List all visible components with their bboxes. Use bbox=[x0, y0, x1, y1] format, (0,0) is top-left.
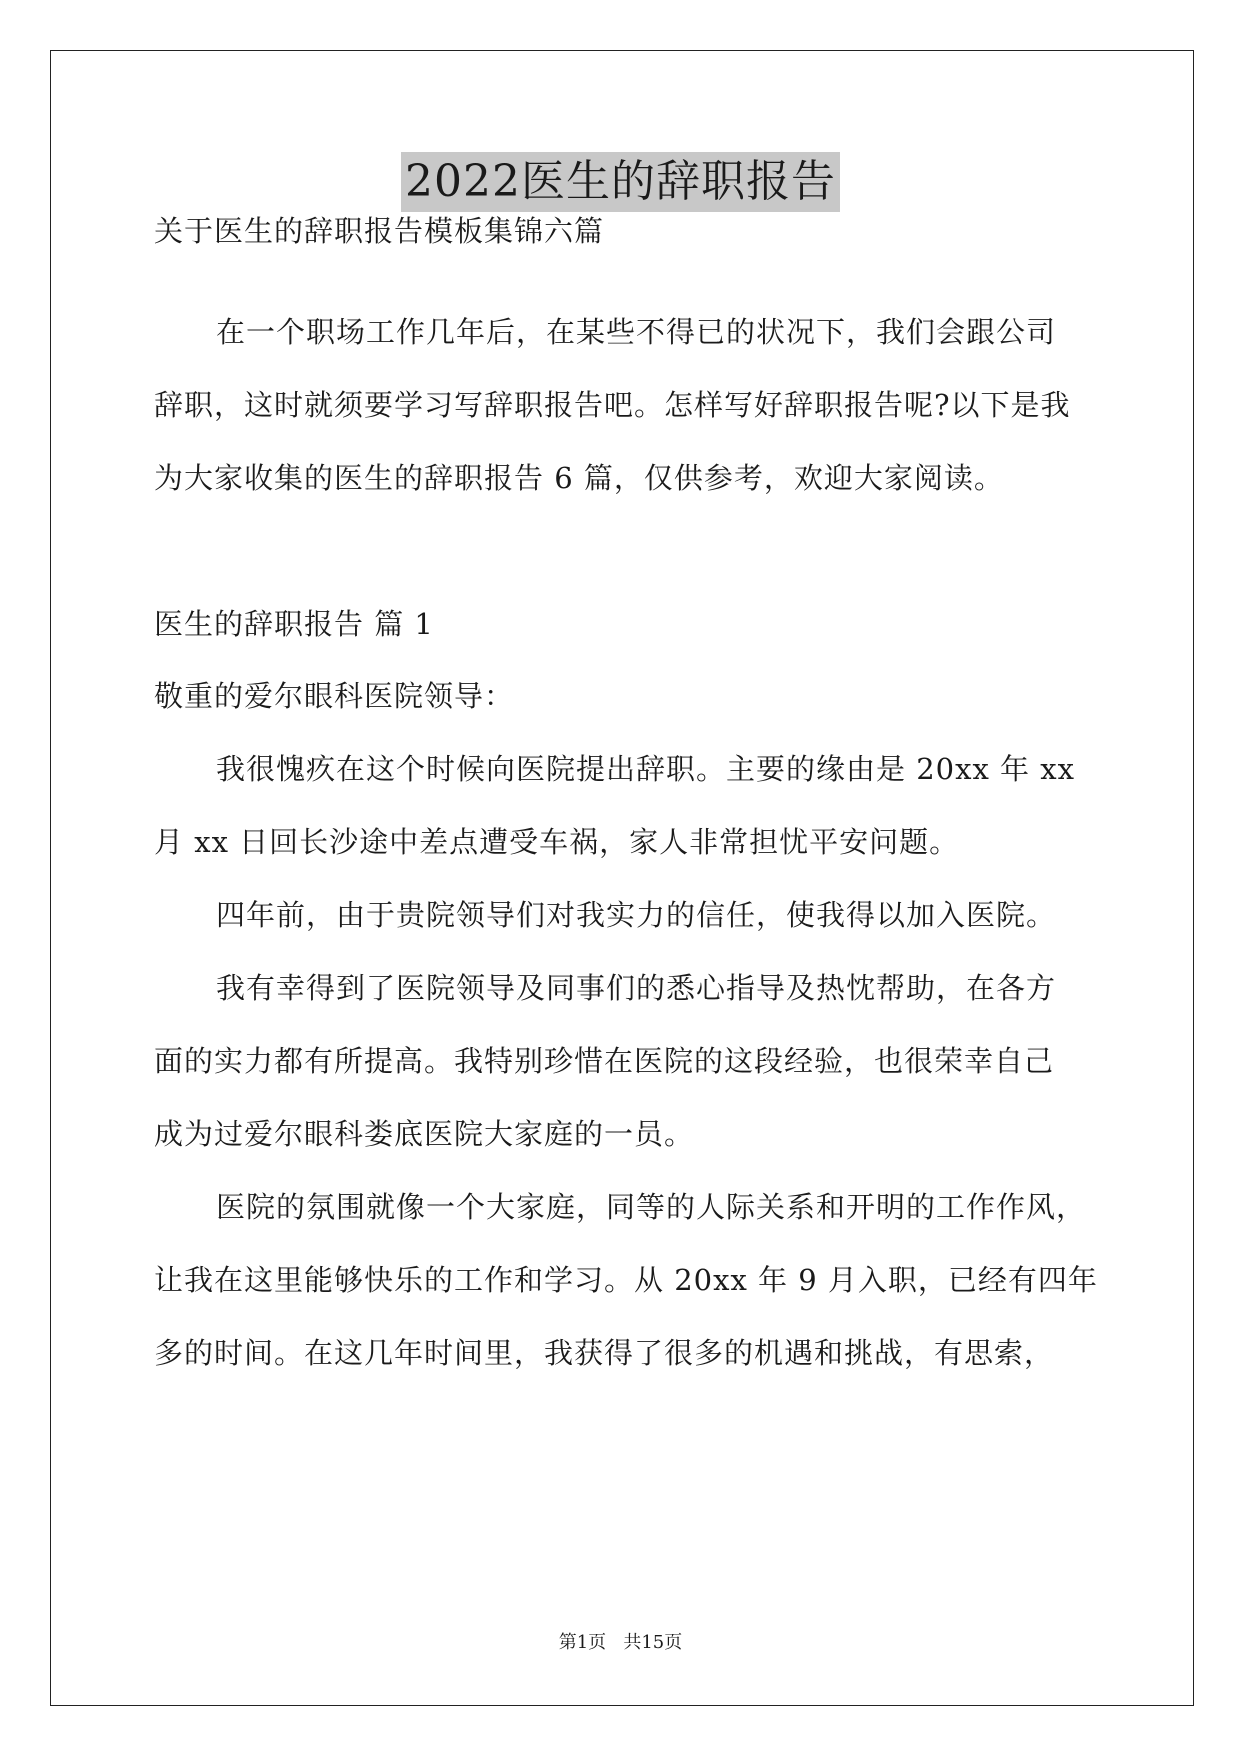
body-line-5: 面的实力都有所提高。我特别珍惜在医院的这段经验，也很荣幸自己 bbox=[154, 1044, 1055, 1078]
body-line-2: 月 xx 日回长沙途中差点遭受车祸，家人非常担忧平安问题。 bbox=[154, 825, 960, 859]
body-line-6: 成为过爱尔眼科娄底医院大家庭的一员。 bbox=[154, 1117, 695, 1151]
title-block bbox=[0, 152, 1241, 212]
document-title: 2022医生的辞职报告 bbox=[401, 152, 840, 212]
body-line-3: 四年前，由于贵院领导们对我实力的信任，使我得以加入医院。 bbox=[216, 898, 1057, 932]
body-line-7: 医院的氛围就像一个大家庭，同等的人际关系和开明的工作作风， bbox=[216, 1190, 1087, 1224]
body-line-8: 让我在这里能够快乐的工作和学习。从 20xx 年 9 月入职，已经有四年 bbox=[154, 1263, 1098, 1297]
body-line-4: 我有幸得到了医院领导及同事们的悉心指导及热忱帮助，在各方 bbox=[216, 971, 1057, 1005]
page-border bbox=[50, 50, 1194, 1706]
salutation: 敬重的爱尔眼科医院领导： bbox=[154, 679, 515, 713]
intro-line-1: 在一个职场工作几年后，在某些不得已的状况下，我们会跟公司 bbox=[216, 315, 1057, 349]
body-line-9: 多的时间。在这几年时间里，我获得了很多的机遇和挑战，有思索， bbox=[154, 1336, 1055, 1370]
subtitle: 关于医生的辞职报告模板集锦六篇 bbox=[154, 214, 605, 248]
intro-line-2: 辞职，这时就须要学习写辞职报告吧。怎样写好辞职报告呢?以下是我 bbox=[154, 388, 1071, 422]
page-footer: 第1页 共15页 bbox=[558, 1632, 683, 1653]
section-heading: 医生的辞职报告 篇 1 bbox=[154, 607, 434, 641]
intro-line-3: 为大家收集的医生的辞职报告 6 篇，仅供参考，欢迎大家阅读。 bbox=[154, 461, 1004, 495]
body-line-1: 我很愧疚在这个时候向医院提出辞职。主要的缘由是 20xx 年 xx bbox=[216, 752, 1075, 786]
